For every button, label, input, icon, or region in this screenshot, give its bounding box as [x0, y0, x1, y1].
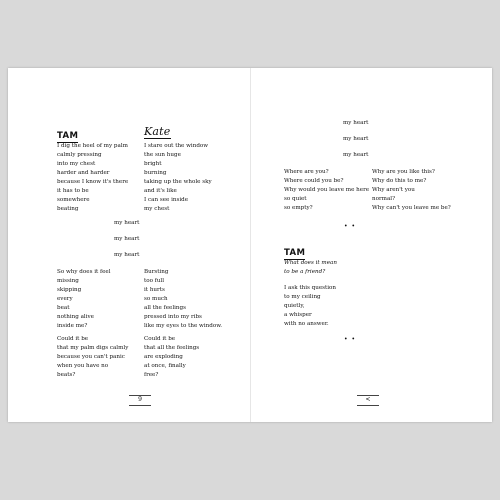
poem-line: that all the feelings — [144, 345, 200, 351]
poem-line: Where are you? — [284, 169, 329, 175]
poem-line: inside me? — [57, 323, 88, 329]
poem-line: because you can't panic — [57, 354, 125, 360]
poem-line: beat — [57, 305, 70, 311]
tam-name: TAM — [284, 248, 306, 258]
poem-line: bright — [144, 161, 162, 167]
poem-line: I stare out the window — [144, 143, 209, 149]
poem-line: the sun huge — [144, 152, 181, 158]
poem-line: Where could you be? — [284, 178, 344, 184]
poem-line: are exploding — [144, 354, 183, 360]
poem-line: every — [57, 296, 73, 302]
tam-heading — [57, 123, 78, 143]
tam-name: TAM — [57, 131, 79, 141]
poem-line: to be a friend? — [284, 269, 326, 275]
poem-line: so empty? — [284, 205, 313, 211]
tam-stanza-2 — [57, 268, 111, 331]
poem-line: with no answer. — [284, 321, 329, 327]
echo-line: my heart — [343, 136, 369, 142]
poem-line: What does it mean — [284, 260, 337, 266]
echo-line: my heart — [114, 252, 140, 258]
right-stanza-col1 — [284, 168, 369, 213]
echo-line: my heart — [114, 220, 140, 226]
poem-line: pressed into my ribs — [144, 314, 202, 320]
poem-line: I can see inside — [144, 197, 189, 203]
poem-line: so quiet — [284, 196, 307, 202]
poem-line: taking up the whole sky — [144, 179, 212, 185]
poem-line: normal? — [372, 196, 396, 202]
poem-line: and it's like — [144, 188, 177, 194]
poem-line: somewhere — [57, 197, 90, 203]
folio-rule-bottom — [129, 405, 151, 406]
poem-line: to my ceiling — [284, 294, 321, 300]
tam-stanza-1 — [57, 142, 128, 214]
page-number: < — [365, 396, 371, 403]
poem-line: so much — [144, 296, 168, 302]
right-page — [251, 68, 492, 422]
poem-line: Why can't you leave me be? — [372, 205, 451, 211]
tam-stanza-3 — [57, 335, 128, 380]
poem-line: like my eyes to the window. — [144, 323, 223, 329]
poem-line: I ask this question — [284, 285, 337, 291]
echo-line: my heart — [343, 120, 369, 126]
poem-line: that my palm digs calmly — [57, 345, 129, 351]
poem-line: too full — [144, 278, 165, 284]
poem-line: nothing alive — [57, 314, 94, 320]
kate-stanza-2 — [144, 268, 222, 331]
poem-line: free? — [144, 372, 159, 378]
poem-line: Why do this to me? — [372, 178, 427, 184]
kate-heading — [144, 120, 171, 139]
poem-line: a whisper — [284, 312, 312, 318]
poem-line: beating — [57, 206, 79, 212]
poem-line: skipping — [57, 287, 82, 293]
poem-line: burning — [144, 170, 167, 176]
poem-line: I dig the heel of my palm — [57, 143, 128, 149]
poem-line: Could it be — [144, 336, 176, 342]
poem-line: into my chest — [57, 161, 96, 167]
left-page — [8, 68, 250, 422]
tam-heading-right — [284, 240, 305, 260]
page-number: 9 — [138, 396, 142, 403]
question-lines — [284, 259, 337, 277]
poem-line: quietly, — [284, 303, 305, 309]
poem-line: it has to be — [57, 188, 89, 194]
poem-line: all the feelings — [144, 305, 186, 311]
echo-line: my heart — [343, 152, 369, 158]
right-stanza-col2 — [372, 168, 451, 213]
tam-stanza-right — [284, 284, 336, 329]
poem-line: my chest — [144, 206, 170, 212]
poem-line: at once, finally — [144, 363, 186, 369]
kate-stanza-3 — [144, 335, 199, 380]
poem-line: it hurts — [144, 287, 165, 293]
poem-line: because I know it's there — [57, 179, 129, 185]
poem-line: missing — [57, 278, 79, 284]
end-divider: • • — [344, 336, 356, 343]
poem-line: harder and harder — [57, 170, 110, 176]
folio-rule-bottom — [357, 405, 379, 406]
poem-line: calmly pressing — [57, 152, 102, 158]
poem-line: Why aren't you — [372, 187, 415, 193]
kate-stanza-1 — [144, 142, 212, 214]
poem-line: Bursting — [144, 269, 169, 275]
section-divider: • • — [344, 223, 356, 230]
poem-line: Why would you leave me here — [284, 187, 370, 193]
poem-line: So why does it feel — [57, 269, 111, 275]
poem-line: Why are you like this? — [372, 169, 435, 175]
poem-line: when you have no — [57, 363, 109, 369]
echo-line: my heart — [114, 236, 140, 242]
poem-line: Could it be — [57, 336, 89, 342]
kate-name: Kate — [144, 125, 171, 138]
poem-line: beats? — [57, 372, 76, 378]
